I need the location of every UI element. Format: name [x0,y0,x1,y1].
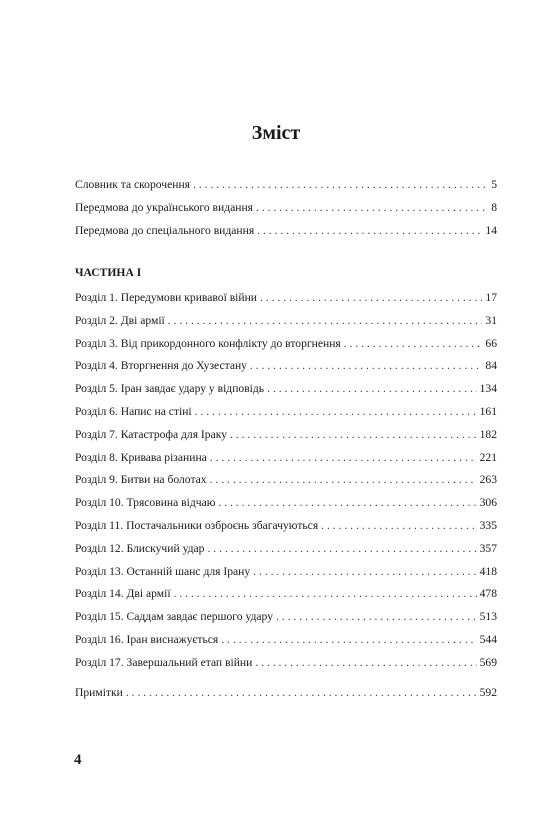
toc-entry [75,314,497,337]
toc-entry [75,405,497,428]
dot-leader [321,519,476,532]
toc-entry-page: 569 [479,655,497,669]
toc-entry-title: Розділ 10. Трясовина відчаю [75,496,216,510]
toc-entry-page: 221 [479,450,497,464]
toc-entry-title: Розділ 3. Від прикордонного конфлікту до вторгнення [75,336,341,350]
toc-entry-title: Розділ 12. Блискучий удар [75,541,205,555]
toc-entry-title: Розділ 14. Дві армії [75,587,171,601]
toc-entry-title: Розділ 16. Іран виснажується [75,632,219,646]
toc-entry-page: 134 [479,382,497,396]
page-number: 4 [74,752,82,768]
dot-leader [221,633,476,646]
toc-entry [75,359,497,382]
toc-entry [75,473,497,496]
toc-entry-page: 418 [479,564,497,578]
toc-entry-page: 17 [485,291,497,304]
toc-entry [75,201,497,224]
dot-leader [210,473,477,486]
toc-entry-title: Розділ 7. Катастрофа для Іраку [75,427,227,441]
toc-entry-page: 513 [479,610,497,624]
toc-entry [75,428,497,451]
toc-entry [75,542,497,565]
toc-entry-page: 263 [479,473,497,487]
dot-leader [267,382,477,395]
toc-entry-title: Передмова до українського видання [75,201,253,214]
dot-leader [193,178,488,191]
dot-leader [250,359,482,372]
toc-entry-title: Передмова до спеціального видання [75,224,255,237]
toc-entry [75,451,497,474]
dot-leader [276,610,477,623]
toc-entry [75,565,497,588]
toc-entry-title: Розділ 15. Саддам завдає першого удару [75,610,273,624]
dot-leader [255,656,476,669]
toc-entry [75,610,497,633]
dot-leader [195,405,477,418]
toc-entry [75,224,497,247]
dot-leader [253,565,476,578]
toc-entry-title: Розділ 17. Завершальний етап війни [75,655,253,669]
toc-entry-title: Словник та скорочення [75,178,190,191]
dot-leader [210,451,477,464]
toc-entry-title: Розділ 9. Битви на болотах [75,473,207,487]
toc-entry-title: Розділ 4. Вторгнення до Хузестану [75,359,247,373]
toc-entry-title: Примітки [75,686,123,699]
dot-leader [174,587,477,600]
toc-entry-title: Розділ 6. Напис на стіні [75,404,192,418]
toc-entry [75,496,497,519]
toc-entry-page: 544 [479,632,497,646]
dot-leader [168,314,483,327]
toc-entry-title: Розділ 5. Іран завдає удару у відповідь [75,382,265,396]
toc-entry [75,587,497,610]
toc-entry-page: 5 [491,178,497,191]
dot-leader [257,224,482,237]
toc-entry [75,337,497,360]
dot-leader [256,201,488,214]
toc-entry-page: 161 [479,404,497,418]
toc-entry-title: Розділ 8. Кривава різанина [75,450,207,464]
toc-entry [75,519,497,542]
toc-entry-page: 335 [479,518,497,532]
dot-leader [207,542,476,555]
toc-entry-page: 357 [479,541,497,555]
front-matter-list [75,178,497,247]
toc-entry-page: 306 [479,496,497,510]
toc-entry [75,382,497,405]
chapter-list [75,291,497,679]
toc-entry-page: 478 [479,587,497,601]
dot-leader [218,496,476,509]
toc-entry [75,656,497,679]
toc-entry [75,686,497,709]
dot-leader [344,337,483,350]
toc-entry-page: 182 [479,427,497,441]
toc-entry [75,291,497,314]
toc-entry [75,178,497,201]
toc-entry-title: Розділ 1. Передумови кривавої війни [75,291,258,304]
toc-entry [75,633,497,656]
toc-entry-page: 592 [479,686,497,699]
toc-entry-page: 66 [485,336,497,350]
toc-entry-page: 84 [485,359,497,373]
toc-entry-page: 8 [491,201,497,214]
back-matter-list [75,686,497,709]
dot-leader [260,291,482,304]
dot-leader [230,428,477,441]
toc-entry-page: 14 [485,224,497,237]
toc-entry-title: Розділ 13. Останній шанс для Ірану [75,564,251,578]
dot-leader [126,686,477,699]
toc-entry-title: Розділ 2. Дві армії [75,313,165,327]
toc-entry-title: Розділ 11. Постачальники озброєнь збагачуються [75,518,319,532]
part-heading: ЧАСТИНА І [75,266,142,279]
toc-entry-page: 31 [485,313,497,327]
page-title: Зміст [251,122,301,144]
